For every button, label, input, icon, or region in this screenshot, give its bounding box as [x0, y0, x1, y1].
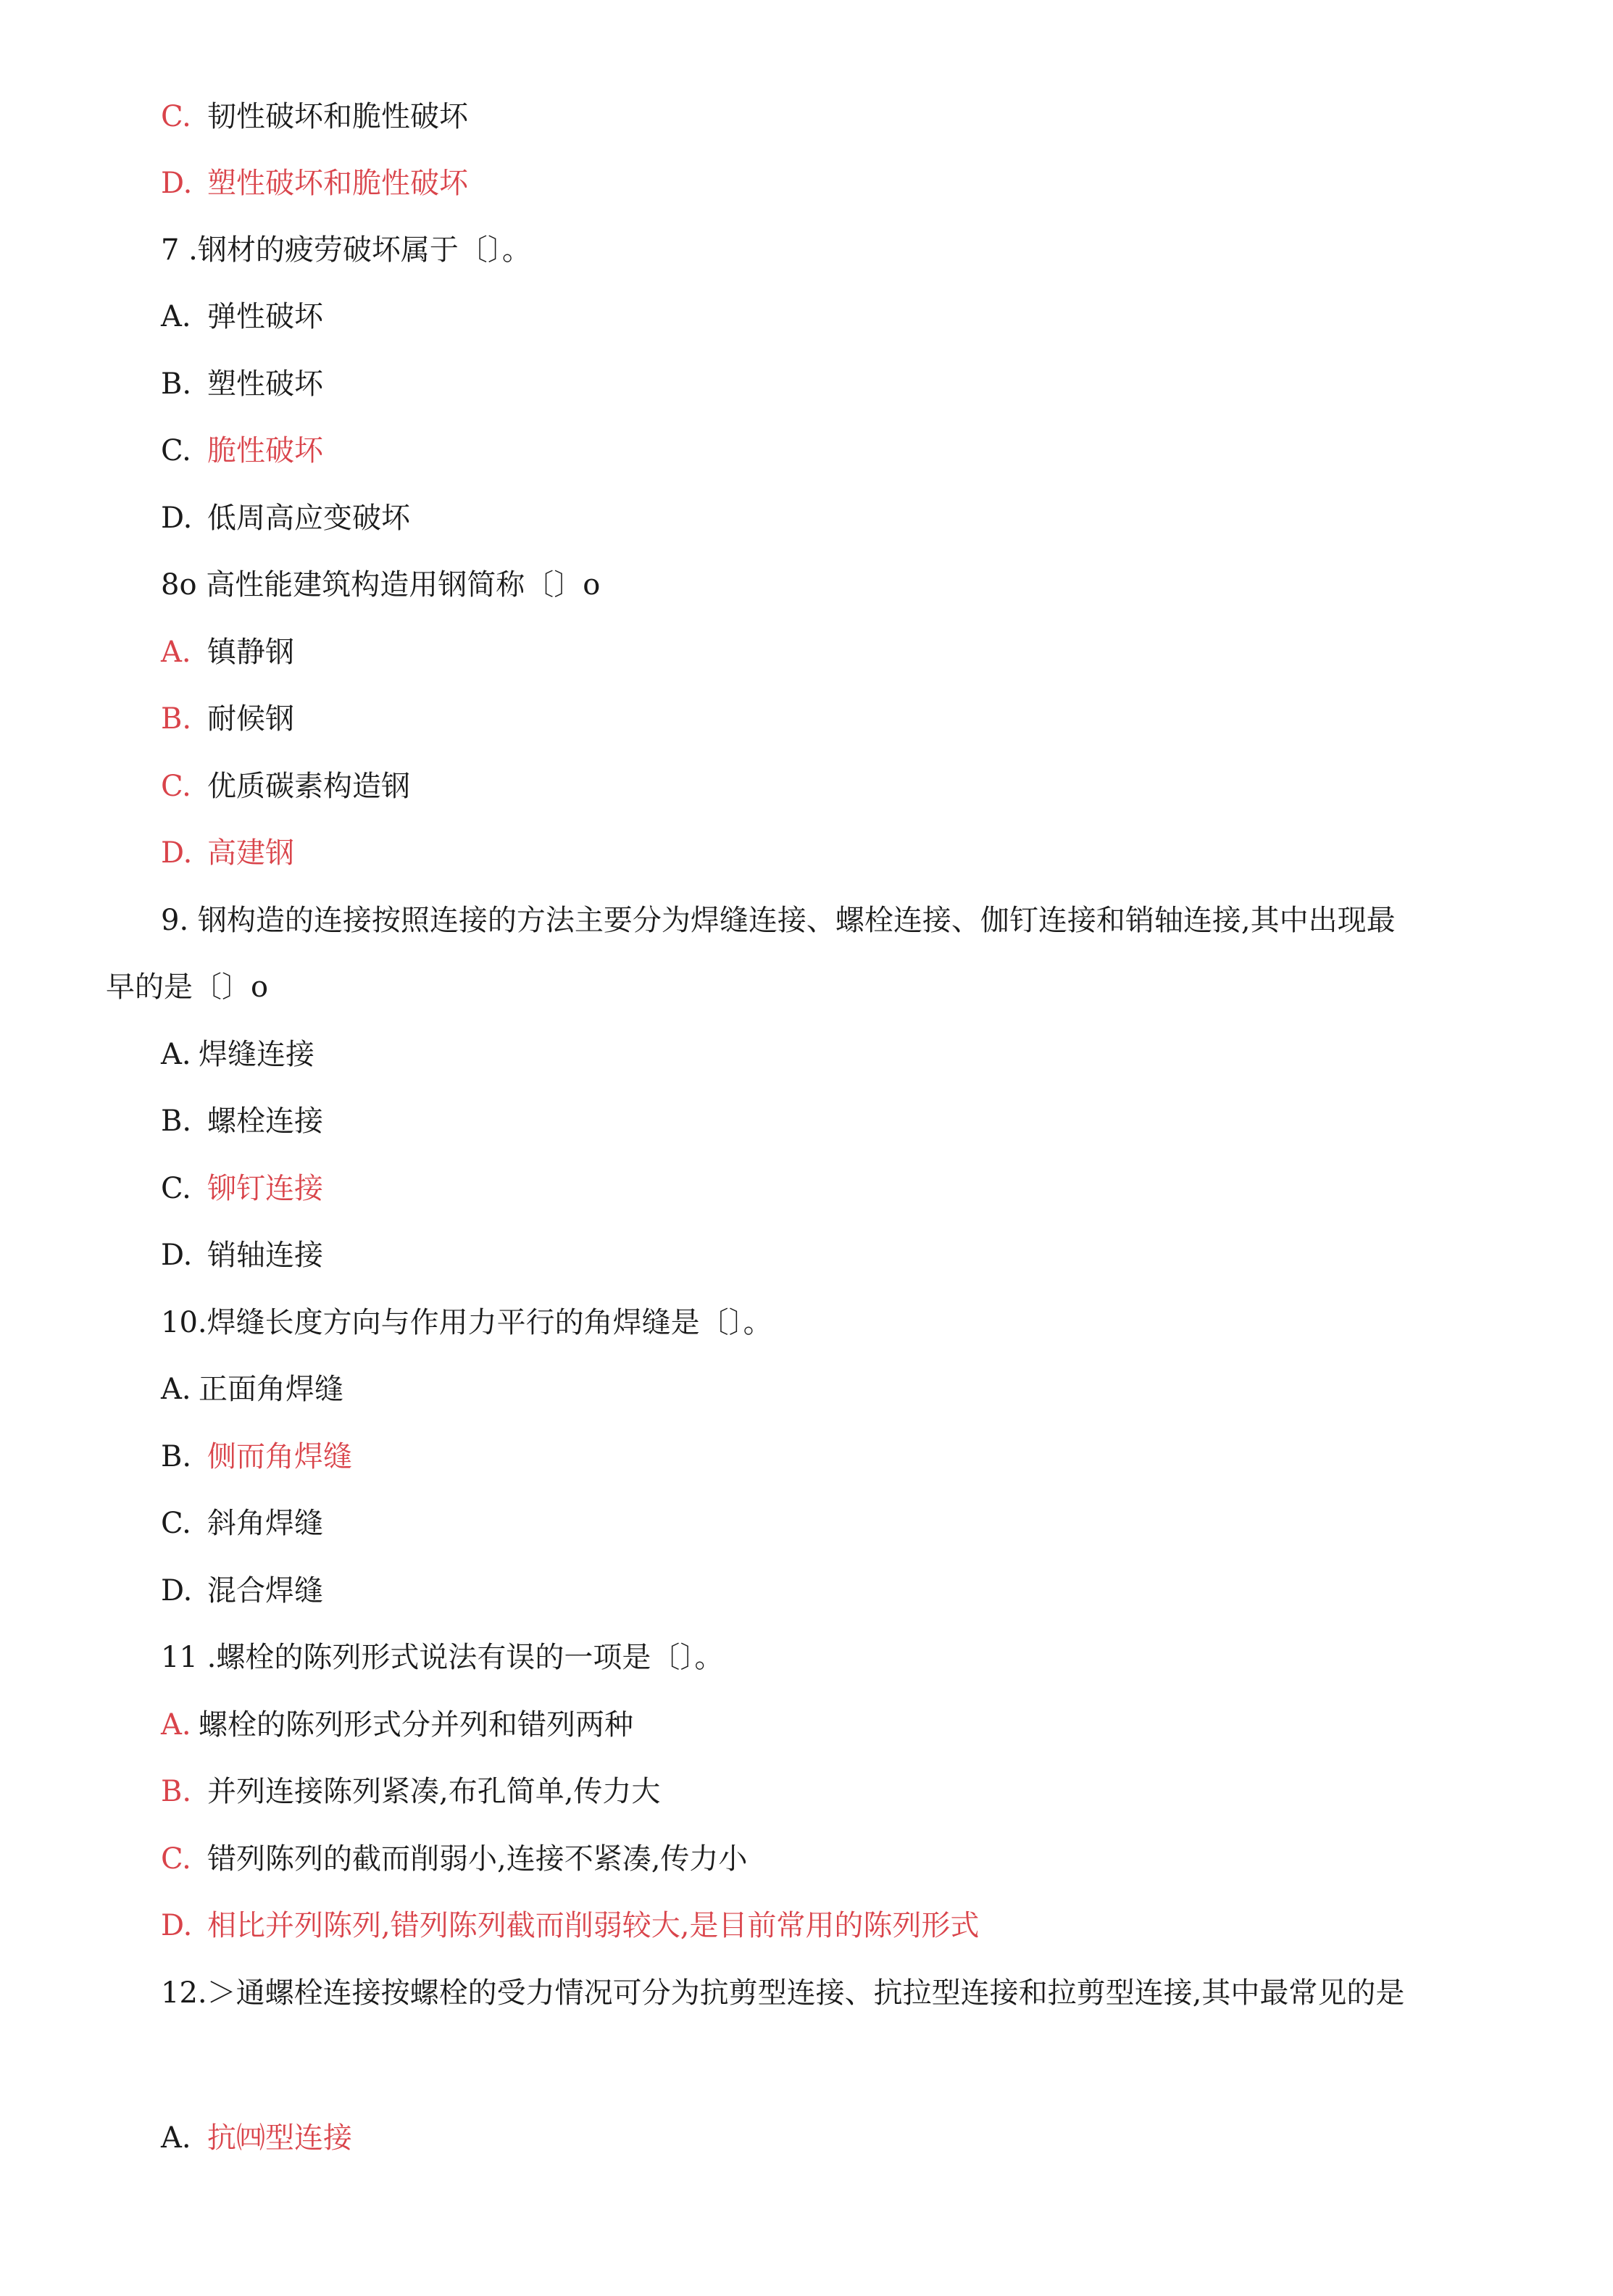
option-letter: A. [161, 1708, 191, 1742]
option-text: 弹性破坏 [207, 300, 323, 333]
option-q10-c [161, 1505, 323, 1542]
option-letter: B. [161, 1440, 192, 1473]
option-text: 塑性破坏和脆性破坏 [207, 167, 468, 200]
option-text: 铆钉连接 [207, 1172, 323, 1205]
option-q6-c [161, 99, 468, 135]
option-q9-c [161, 1170, 323, 1207]
option-letter: C. [161, 770, 191, 803]
option-letter: C. [161, 1507, 191, 1540]
option-q10-d [161, 1573, 323, 1609]
option-letter: C. [161, 434, 191, 467]
option-letter: A. [161, 1038, 191, 1071]
option-text: 镇静钢 [207, 636, 294, 669]
option-q11-d [161, 1908, 979, 1944]
option-q9-b [161, 1103, 323, 1139]
option-letter: A. [161, 636, 191, 669]
option-q7-d [161, 500, 410, 536]
option-text: 抗㈣型连接 [207, 2121, 352, 2155]
option-text: 螺栓的陈列形式分并列和错列两种 [199, 1708, 633, 1742]
option-q8-b [161, 701, 294, 737]
option-q9-a [161, 1036, 314, 1073]
option-letter: A. [161, 2121, 191, 2155]
option-text: 韧性破坏和脆性破坏 [207, 100, 468, 133]
option-letter: C. [161, 1842, 191, 1876]
option-text: 耐候钢 [207, 702, 294, 736]
question-11: 11 .螺栓的陈列形式说法有误的一项是〔〕。 [161, 1641, 724, 1674]
option-text: 脆性破坏 [207, 434, 323, 467]
question-9-continuation: 早的是〔〕o [106, 970, 269, 1004]
option-letter: B. [161, 702, 192, 736]
option-text: 斜角焊缝 [207, 1507, 323, 1540]
option-text: 正面角焊缝 [199, 1373, 343, 1406]
option-text: 低周高应变破坏 [207, 502, 410, 535]
option-letter: B. [161, 367, 192, 401]
option-letter: A. [161, 300, 191, 333]
option-letter: B. [161, 1105, 192, 1138]
option-letter: D. [161, 1239, 193, 1272]
option-text: 并列连接陈列紧凑,布孔简单,传力大 [207, 1775, 661, 1808]
option-letter: A. [161, 1373, 191, 1406]
option-text: 优质碳素构造钢 [207, 770, 410, 803]
option-q11-a [161, 1707, 633, 1743]
option-letter: D. [161, 167, 193, 200]
option-q7-a [161, 299, 323, 335]
option-text: 螺栓连接 [207, 1105, 323, 1138]
option-text: 塑性破坏 [207, 367, 323, 401]
option-q9-d [161, 1237, 323, 1273]
option-q8-d [161, 835, 294, 871]
option-q10-b [161, 1439, 352, 1475]
question-8: 8o 高性能建筑构造用钢简称〔〕o [161, 568, 601, 602]
option-q8-c [161, 768, 410, 804]
question-12: 12.＞通螺栓连接按螺栓的受力情况可分为抗剪型连接、抗拉型连接和拉剪型连接,其中最常见的是 [161, 1976, 1405, 2010]
option-q11-c [161, 1841, 747, 1877]
option-q7-c [161, 433, 323, 469]
option-letter: D. [161, 502, 193, 535]
option-letter: B. [161, 1775, 192, 1808]
option-letter: C. [161, 100, 191, 133]
option-text: 销轴连接 [207, 1239, 323, 1272]
option-text: 高建钢 [207, 836, 294, 870]
option-text: 混合焊缝 [207, 1574, 323, 1607]
question-7: 7 .钢材的疲劳破坏属于〔〕。 [161, 233, 531, 267]
option-q7-b [161, 366, 323, 402]
question-9: 9. 钢构造的连接按照连接的方法主要分为焊缝连接、螺栓连接、伽钉连接和销轴连接,其中出现最 [161, 904, 1396, 937]
option-text: 焊缝连接 [199, 1038, 314, 1071]
question-10: 10.焊缝长度方向与作用力平行的角焊缝是〔〕。 [161, 1306, 772, 1339]
option-letter: D. [161, 1909, 193, 1942]
option-letter: C. [161, 1172, 191, 1205]
option-q11-b [161, 1773, 660, 1810]
option-q10-a [161, 1371, 343, 1407]
option-q12-a [161, 2120, 352, 2156]
option-letter: D. [161, 836, 193, 870]
option-text: 相比并列陈列,错列陈列截而削弱较大,是目前常用的陈列形式 [207, 1909, 980, 1942]
option-q8-a [161, 634, 294, 670]
option-text: 错列陈列的截而削弱小,连接不紧凑,传力小 [207, 1842, 748, 1876]
option-letter: D. [161, 1574, 193, 1607]
option-q6-d [161, 165, 468, 201]
option-text: 侧而角焊缝 [207, 1440, 352, 1473]
